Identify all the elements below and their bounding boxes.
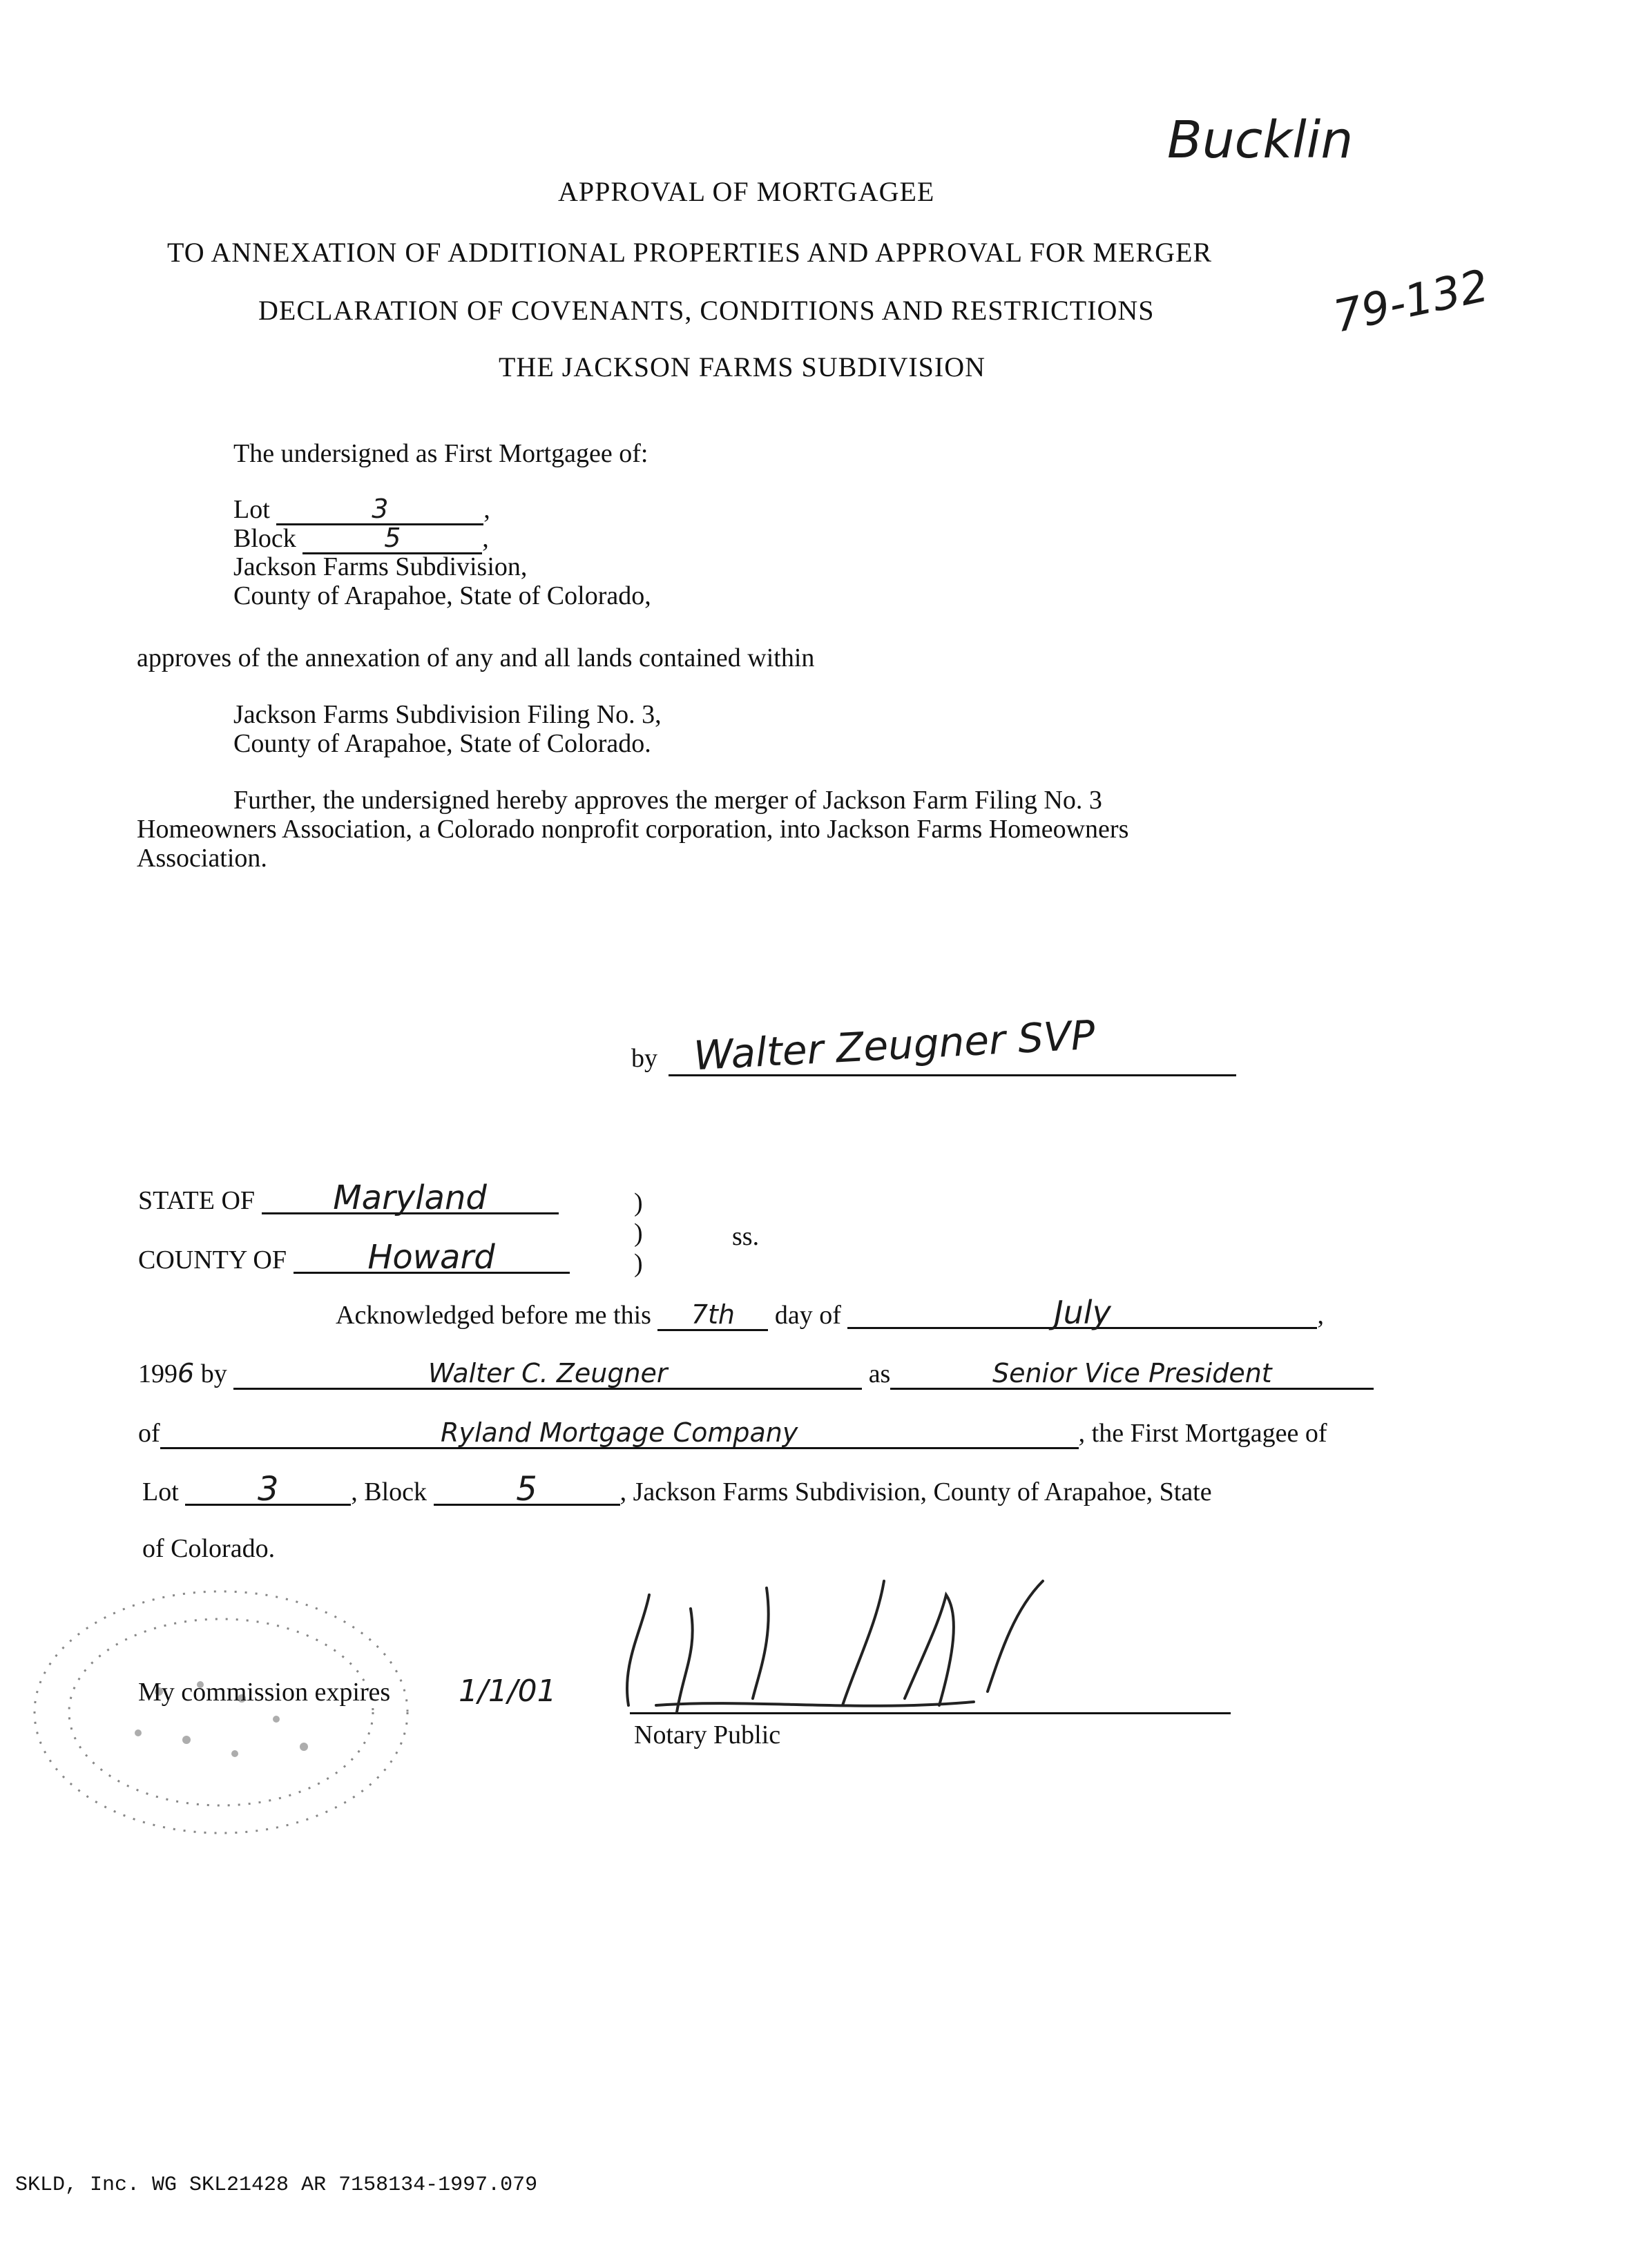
lot-value: 3 xyxy=(276,494,483,525)
ack-by-label: by xyxy=(200,1359,227,1388)
ack-lot-label: Lot xyxy=(142,1477,179,1506)
of-label: of xyxy=(138,1419,160,1448)
day-of-label: day of xyxy=(774,1301,841,1330)
signature-handwriting: Walter Zeugner SVP xyxy=(692,1011,1097,1080)
by-value: Walter C. Zeugner xyxy=(233,1359,862,1390)
ack-lot-value: 3 xyxy=(185,1475,351,1506)
further-line-2: Homeowners Association, a Colorado nonprofit corporation, into Jackson Farms Homeowners xyxy=(137,815,1129,844)
paren-3: ) xyxy=(634,1249,643,1278)
as-value: Senior Vice President xyxy=(890,1359,1374,1390)
state-label: STATE OF xyxy=(138,1186,256,1215)
further-line-3: Association. xyxy=(137,844,267,873)
annotation-ref: 79-132 xyxy=(1329,260,1493,343)
notary-seal-icon xyxy=(14,1581,442,1871)
year-prefix: 199 xyxy=(138,1359,177,1388)
as-label: as xyxy=(868,1359,891,1388)
year-row xyxy=(138,1359,1374,1390)
intro-text: The undersigned as First Mortgagee of: xyxy=(233,439,648,468)
ack-row: Acknowledged before me this 7th day of July , xyxy=(336,1294,1324,1331)
ss-label: ss. xyxy=(732,1222,760,1251)
month-value: July xyxy=(847,1298,1317,1329)
of-value: Ryland Mortgage Company xyxy=(160,1418,1079,1449)
notary-public-label: Notary Public xyxy=(634,1721,781,1750)
day-value: 7th xyxy=(657,1300,768,1331)
property-subdivision: Jackson Farms Subdivision, xyxy=(233,552,528,581)
county-row xyxy=(138,1238,570,1277)
filing-line-2: County of Arapahoe, State of Colorado. xyxy=(233,729,651,758)
lot-block-row xyxy=(142,1470,1212,1509)
heading-line-2: TO ANNEXATION OF ADDITIONAL PROPERTIES AND APPROVAL FOR MERGER xyxy=(167,237,1213,268)
county-label: COUNTY OF xyxy=(138,1246,287,1274)
paren-1: ) xyxy=(634,1188,643,1217)
state-value: Maryland xyxy=(262,1183,559,1214)
further-line-1: Further, the undersigned hereby approves the merger of Jackson Farm Filing No. 3 xyxy=(233,786,1102,815)
heading-line-1: APPROVAL OF MORTGAGEE xyxy=(558,176,935,207)
year-hand: 6 xyxy=(177,1358,195,1388)
filing-line-1: Jackson Farms Subdivision Filing No. 3, xyxy=(233,700,662,729)
footer-text: SKLD, Inc. WG SKL21428 AR 7158134-1997.079 xyxy=(15,2173,538,2197)
first-mortgagee-text: , the First Mortgagee of xyxy=(1078,1419,1327,1448)
county-value: Howard xyxy=(294,1243,570,1274)
ack-block-value: 5 xyxy=(434,1475,620,1506)
ack-colorado: of Colorado. xyxy=(142,1534,276,1563)
property-county: County of Arapahoe, State of Colorado, xyxy=(233,581,651,610)
annotation-name: Bucklin xyxy=(1167,110,1354,170)
property-lot: Lot 3 , xyxy=(233,494,490,524)
block-label: Block xyxy=(233,524,296,553)
signature-by-label: by xyxy=(631,1044,657,1073)
state-row xyxy=(138,1179,559,1217)
ack-text: Acknowledged before me this xyxy=(336,1301,651,1330)
notary-signature xyxy=(615,1567,1167,1733)
ack-block-label: , Block xyxy=(351,1477,427,1506)
property-block: Block 5 , xyxy=(233,523,489,553)
heading-line-3: DECLARATION OF COVENANTS, CONDITIONS AND RESTRICTIONS xyxy=(258,295,1155,326)
approves-text: approves of the annexation of any and all lands contained within xyxy=(137,643,815,672)
commission-value: 1/1/01 xyxy=(459,1674,557,1709)
paren-2: ) xyxy=(634,1219,643,1248)
commission-label: My commission expires xyxy=(138,1678,391,1707)
block-value: 5 xyxy=(302,523,482,554)
ack-tail: , Jackson Farms Subdivision, County of Arapahoe, State xyxy=(619,1477,1212,1506)
lot-label: Lot xyxy=(233,495,270,524)
of-row xyxy=(138,1418,1327,1449)
heading-line-4: THE JACKSON FARMS SUBDIVISION xyxy=(499,351,986,382)
